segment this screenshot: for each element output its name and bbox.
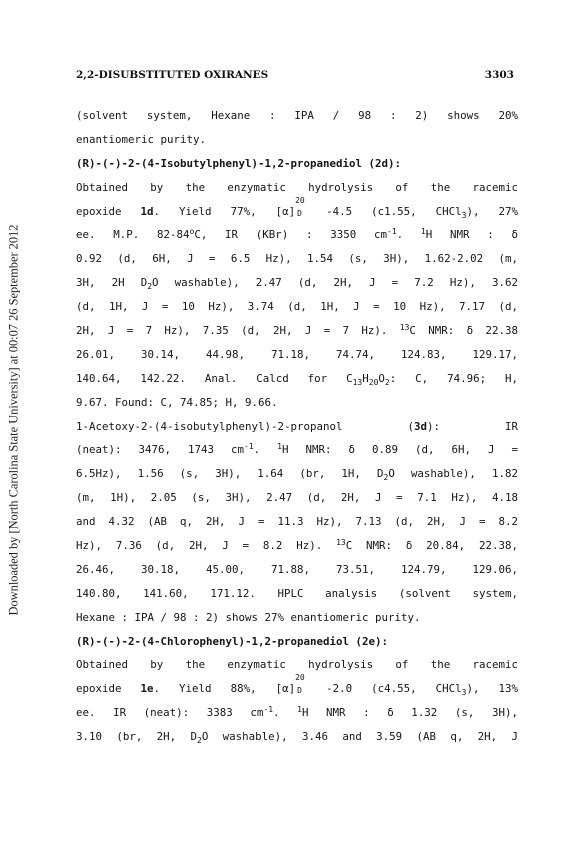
running-header <box>76 69 514 87</box>
text-line: (m, 1H), 2.05 (s, 3H), 2.47 (d, 2H, J = 7.1 Hz), 4.18 <box>76 491 518 505</box>
text-line: ee. IR (neat): 3383 $cm^{-1}$. $^1$H NMR : δ 1.32 (s, 3H), <box>76 705 518 720</box>
text-line: 2H, J = 7 Hz), 7.35 (d, 2H, J = 7 Hz). $^{13}$C NMR: δ 22.38 <box>76 323 518 338</box>
text-line: Hz), 7.36 (d, 2H, J = 8.2 Hz). $^{13}$C NMR: δ 20.84, 22.38, <box>76 538 518 553</box>
text-line: Hexane : IPA / 98 : 2) shows 27% enantiomeric purity. <box>76 610 421 624</box>
text-line: 3.10 (br, 2H, $D_2O$ washable), 3.46 and 3.59 (AB q, 2H, J <box>76 730 518 746</box>
text-line: (neat): 3476, 1743 $cm^{-1}$. $^1$H NMR: δ 0.89 (d, 6H, J = <box>76 442 518 457</box>
text-line: 26.01, 30.14, 44.98, 71.18, 74.74, 124.83, 129.17, <box>76 347 518 361</box>
text-line: Obtained by the enzymatic hydrolysis of the racemic <box>76 658 518 672</box>
text-line: Obtained by the enzymatic hydrolysis of the racemic <box>76 180 518 194</box>
experimental-text <box>76 104 518 749</box>
text-line: and 4.32 (AB q, 2H, J = 11.3 Hz), 7.13 (d, 2H, J = 8.2 <box>76 515 518 529</box>
text-line: ee. M.P. 82-84$^o$C, IR (KBr) : 3350 $cm^{-1}$. $^1$H NMR : δ <box>76 227 518 242</box>
text-line: 26.46, 30.18, 45.00, 71.88, 73.51, 124.79, 129.06, <box>76 562 518 576</box>
text-line: (d, 1H, J = 10 Hz), 3.74 (d, 1H, J = 10 Hz), 7.17 (d, <box>76 300 518 314</box>
text-line: epoxide 1d. Yield 77%, [α] 20 D -4.5 (c1.55, CHCl$_3$), 27% <box>76 195 518 220</box>
text-line: (solvent system, Hexane : IPA / 98 : 2) shows 20% <box>76 109 518 122</box>
text-line: 140.64, 142.22. Anal. Calcd for $C_{13}H_{20}O_2$: C, 74.96; H, <box>76 371 518 387</box>
text-line: enantiomeric purity. <box>76 132 207 146</box>
compound-heading: (R)-(-)-2-(4-Isobutylphenyl)-1,2-propanediol (2d): <box>76 156 402 170</box>
compound-heading: (R)-(-)-2-(4-Chlorophenyl)-1,2-propanediol (2e): <box>76 634 389 648</box>
text-line: 9.67. Found: C, 74.85; H, 9.66. <box>76 395 278 409</box>
text-line: 6.5Hz), 1.56 (s, 3H), 1.64 (br, 1H, $D_2O$ washable), 1.82 <box>76 467 518 483</box>
text-line: 1-Acetoxy-2-(4-isobutylphenyl)-2-propanol (3d): IR <box>76 419 518 433</box>
text-line: 3H, 2H $D_2O$ washable), 2.47 (d, 2H, J = 7.2 Hz), 3.62 <box>76 276 518 292</box>
text-line: 0.92 (d, 6H, J = 6.5 Hz), 1.54 (s, 3H), 1.62-2.02 (m, <box>76 252 518 266</box>
download-watermark <box>4 160 24 680</box>
text-line: epoxide 1e. Yield 88%, [α] 20 D -2.0 (c4.55, CHCl$_3$), 13% <box>76 673 518 698</box>
page-number: 3303 <box>484 69 514 81</box>
download-watermark-text: Downloaded by [North Carolina State University] at 00:07 26 September 2012 <box>6 224 21 616</box>
running-title: 2,2-DISUBSTITUTED OXIRANES <box>76 69 269 81</box>
text-line: 140.80, 141.60, 171.12. HPLC analysis (solvent system, <box>76 586 518 600</box>
